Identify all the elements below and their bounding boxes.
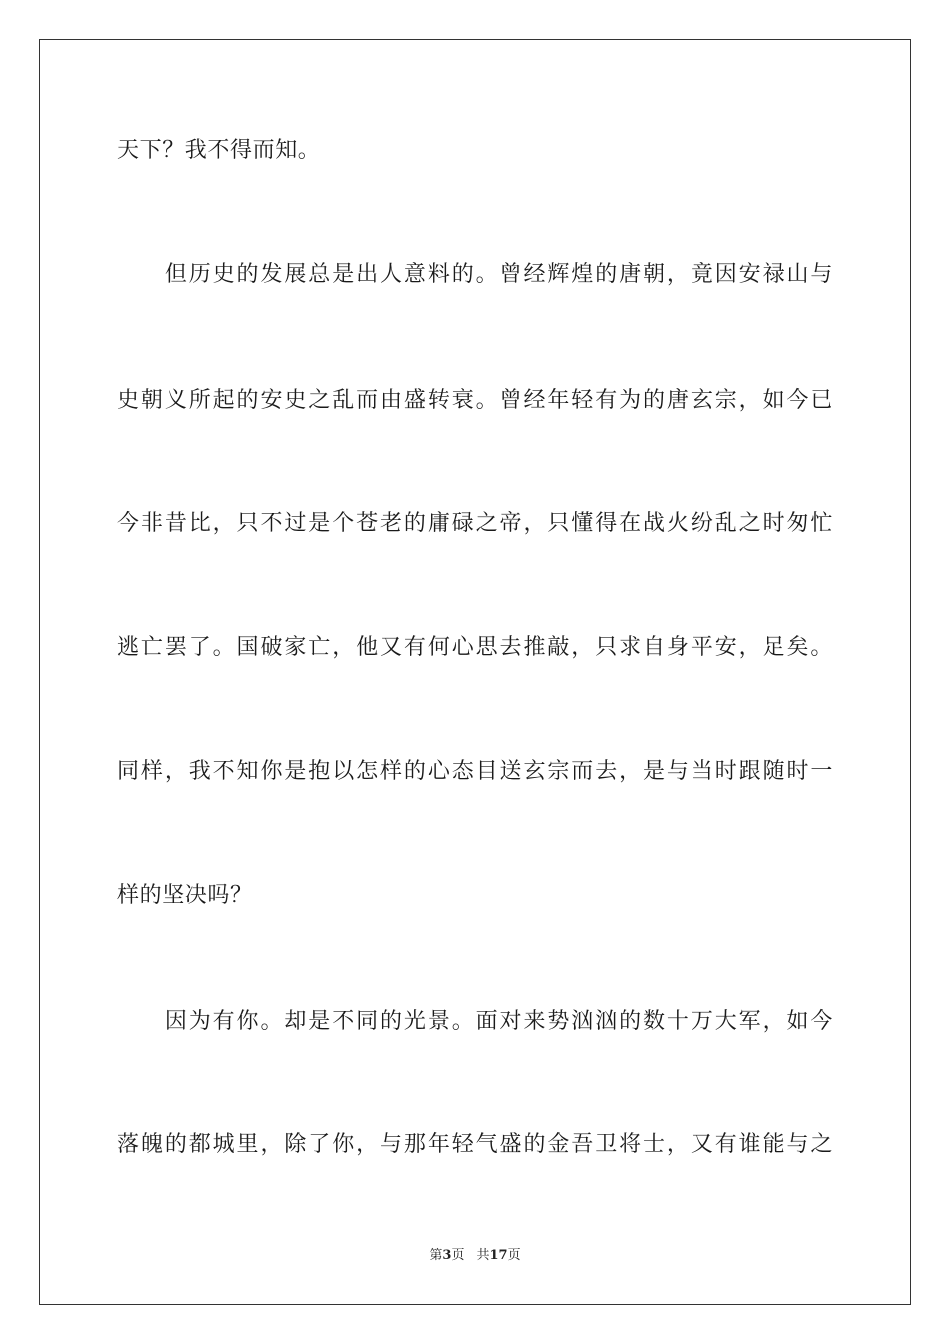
page-prefix: 第 [429,1248,443,1263]
page-footer [0,1248,950,1264]
text-line-4: 今非昔比，只不过是个苍老的庸碌之帝，只懂得在战火纷乱之时匆忙 [117,511,833,536]
text-line-6: 同样，我不知你是抱以怎样的心态目送玄宗而去，是与当时跟随时一 [117,759,833,784]
text-line-8: 因为有你。却是不同的光景。面对来势汹汹的数十万大军，如今 [117,1009,833,1034]
text-line-3: 史朝义所起的安史之乱而由盛转衰。曾经年轻有为的唐玄宗，如今已 [117,388,833,413]
text-line-9: 落魄的都城里，除了你，与那年轻气盛的金吾卫将士，又有谁能与之 [117,1132,833,1157]
page-number: 3 [442,1248,452,1263]
text-line-5: 逃亡罢了。国破家亡，他又有何心思去推敲，只求自身平安，足矣。 [117,635,833,660]
page-suffix: 页 [451,1248,465,1263]
text-line-1: 天下？我不得而知。 [117,138,321,163]
total-suffix: 页 [507,1248,521,1263]
page-border [39,39,911,1305]
text-line-7: 样的坚决吗？ [117,883,253,908]
total-prefix: 共 [476,1248,490,1263]
total-pages: 17 [489,1248,508,1263]
text-line-2: 但历史的发展总是出人意料的。曾经辉煌的唐朝，竟因安禄山与 [117,262,833,287]
